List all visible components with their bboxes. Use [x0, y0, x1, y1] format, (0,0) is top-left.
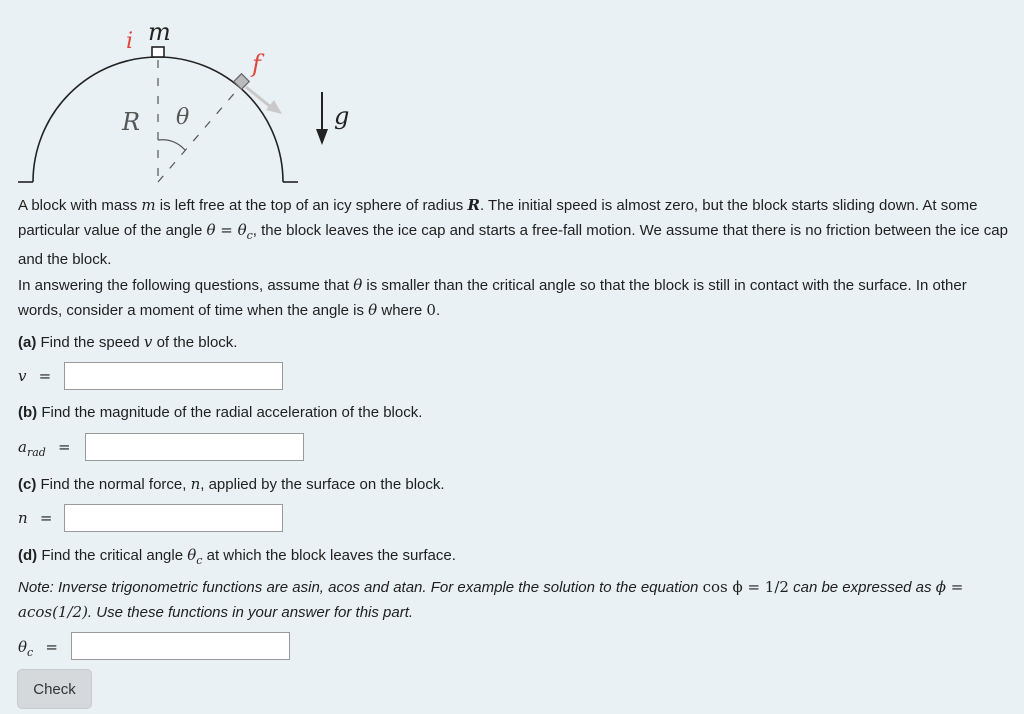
note-text: can be expressed as — [788, 579, 936, 596]
answer-symbol: θ — [18, 638, 28, 656]
note-text: . Use these functions in your answer for this part. — [87, 604, 414, 621]
question-d — [18, 545, 456, 571]
question-b — [18, 403, 422, 423]
ice-sphere-diagram — [0, 0, 420, 190]
intro-text: is left free at the top of an icy sphere of radius — [155, 197, 468, 214]
note-text: Note: Inverse trigonometric functions are asin, acos and atan. For example the solution to the equation — [18, 579, 703, 596]
theta-equation: θ = θ — [206, 221, 247, 239]
question-text: Find the speed — [36, 334, 144, 351]
question-tag: (b) — [18, 404, 38, 421]
answer-symbol: n — [18, 509, 28, 527]
answer-subscript: c — [27, 646, 34, 659]
answer-subscript: rad — [26, 446, 46, 459]
zero-symbol: 0 — [426, 301, 436, 319]
intro-text: A block with mass — [18, 197, 142, 214]
speed-symbol: v — [143, 333, 153, 351]
normal-force-input[interactable] — [64, 504, 283, 532]
theta-symbol: θ — [187, 546, 197, 564]
radial-acceleration-input[interactable] — [85, 433, 304, 461]
angle-arc — [158, 140, 185, 150]
question-tag: (c) — [18, 476, 37, 493]
answer-label-a — [18, 367, 51, 385]
intro-text: In answering the following questions, assume that — [18, 277, 354, 294]
question-tag: (a) — [18, 334, 37, 351]
intro-text: where — [377, 302, 427, 319]
question-text: Find the magnitude of the radial acceleration of the block. — [37, 404, 423, 421]
gravity-arrow-head — [316, 129, 328, 145]
theta-subscript: c — [246, 229, 253, 242]
theta-symbol: θ — [368, 301, 378, 319]
question-a — [18, 332, 237, 353]
label-final: f — [252, 50, 261, 78]
question-tag: (d) — [18, 547, 38, 564]
normal-force-symbol: n — [190, 475, 201, 493]
note-equation: cos ϕ = 1/2 — [702, 578, 789, 596]
block-initial — [152, 47, 164, 57]
mass-symbol: m — [141, 196, 156, 214]
equals-sign: = — [57, 438, 71, 456]
note-paragraph — [18, 575, 978, 625]
critical-angle-input[interactable] — [71, 632, 290, 660]
intro-paragraph-2 — [18, 273, 1008, 323]
label-radius: R — [122, 108, 141, 136]
label-mass: m — [148, 18, 171, 46]
theta-symbol: θ — [353, 276, 363, 294]
speed-input[interactable] — [64, 362, 283, 390]
intro-paragraph-1 — [18, 193, 1008, 272]
question-text: Find the normal force, — [36, 476, 191, 493]
question-text: of the block. — [152, 334, 238, 351]
intro-text: . — [435, 302, 441, 319]
answer-label-c — [18, 509, 52, 527]
answer-label-b — [18, 438, 71, 459]
intro-text: . The initial speed is almost zero, but the block starts sliding down. At some particular value of the angle — [18, 197, 978, 239]
label-initial: i — [126, 29, 134, 54]
note-equation: ϕ = acos(1/2) — [18, 578, 964, 621]
label-angle: θ — [176, 105, 190, 130]
answer-symbol: v — [18, 367, 27, 385]
radius-symbol: R — [467, 196, 480, 214]
equals-sign: = — [39, 509, 53, 527]
question-text: Find the critical angle — [37, 547, 188, 564]
question-c — [18, 474, 445, 495]
check-button[interactable]: Check — [17, 669, 92, 709]
answer-symbol: a — [18, 438, 27, 456]
slanted-radius — [158, 82, 244, 182]
answer-label-d — [18, 638, 58, 659]
label-gravity: g — [334, 102, 350, 130]
theta-subscript: c — [196, 554, 203, 567]
intro-text: , the block leaves the ice cap and starts a free-fall motion. We assume that there is no friction between the ice cap and the block. — [18, 222, 1008, 268]
equals-sign: = — [38, 367, 52, 385]
intro-text: is smaller than the critical angle so that the block is still in contact with the surface. In other words, consider a moment of time when the angle is — [18, 277, 967, 319]
question-text: , applied by the surface on the block. — [200, 476, 445, 493]
question-text: at which the block leaves the surface. — [202, 547, 456, 564]
equals-sign: = — [45, 638, 58, 656]
